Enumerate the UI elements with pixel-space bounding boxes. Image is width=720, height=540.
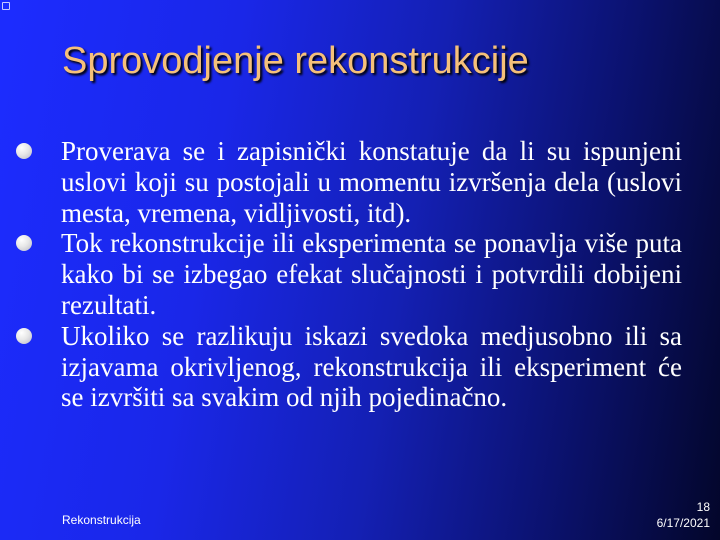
round-bullet-icon (16, 143, 32, 159)
round-bullet-icon (16, 328, 32, 344)
slide-title: Sprovodjenje rekonstrukcije (62, 40, 529, 82)
page-number: 18 (696, 500, 710, 514)
footer-label: Rekonstrukcija (62, 513, 141, 527)
bullet-text-3: Ukoliko se razlikuju iskazi svedoka medjusobno ili sa izjavama okrivljenog, rekonstrukcija ili eksperiment će se izvršiti sa svakim od njih pojedinačno. (61, 320, 682, 413)
bullet-item-1 (16, 136, 682, 228)
bullet-item-3 (16, 321, 682, 413)
slide-date: 6/17/2021 (656, 516, 710, 530)
bullet-text-1: Proverava se i zapisnički konstatuje da li su ispunjeni uslovi koji su postojali u momentu izvršenja dela (uslovi mesta, vremena, vidljivosti, itd). (61, 136, 682, 228)
round-bullet-icon (16, 235, 32, 251)
bullet-text-2: Tok rekonstrukcije ili eksperimenta se ponavlja više puta kako bi se izbegao efekat slučajnosti i potvrdili dobijeni rezultati. (61, 228, 682, 320)
bullet-item-2 (16, 228, 682, 320)
corner-marker-icon (2, 2, 10, 10)
footer-info (657, 499, 710, 531)
bullet-list (16, 136, 682, 413)
